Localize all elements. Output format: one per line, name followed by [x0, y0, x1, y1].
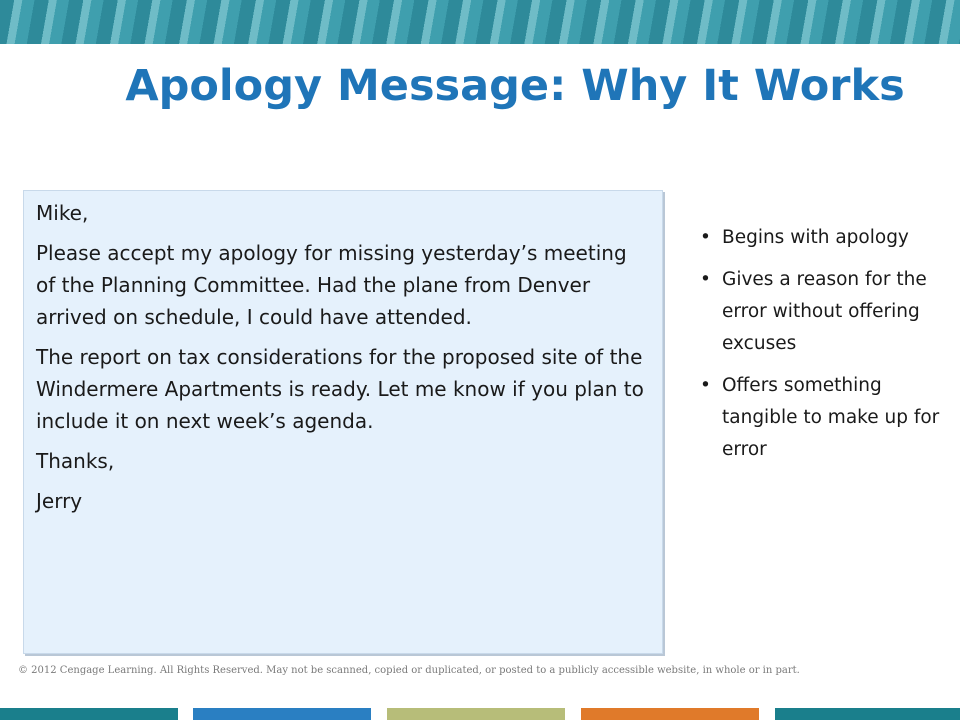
top-decorative-band: [0, 0, 960, 44]
slide-title: Apology Message: Why It Works: [125, 61, 905, 111]
bullet-icon: •: [700, 227, 711, 248]
bottom-bar-3: [387, 708, 565, 720]
bottom-bar-1: [0, 708, 178, 720]
why-it-works-list: [700, 222, 940, 476]
list-item: [700, 222, 940, 254]
bullet-icon: •: [700, 375, 711, 396]
letter-box: [23, 190, 663, 654]
letter-greeting: Mike,: [36, 201, 89, 225]
bottom-bar-2: [193, 708, 371, 720]
letter-closing: Thanks,: [36, 449, 115, 473]
list-item: [700, 264, 940, 360]
list-item-text: Begins with apology: [722, 227, 909, 248]
letter-signature: Jerry: [36, 489, 83, 513]
bullet-icon: •: [700, 269, 711, 290]
list-item: [700, 370, 940, 466]
bottom-bar-5: [775, 708, 960, 720]
list-item-text: Gives a reason for the error without offering excuses: [722, 269, 927, 354]
copyright-notice: © 2012 Cengage Learning. All Rights Reserved. May not be scanned, copied or duplicated, or posted to a publicly accessible website, in whole or in part.: [18, 665, 800, 676]
bottom-bar-4: [581, 708, 759, 720]
list-item-text: Offers something tangible to make up for error: [722, 375, 940, 460]
letter-paragraph-1: Please accept my apology for missing yesterday’s meeting of the Planning Committee. Had the plane from Denver arrived on schedule, I could have attended.: [36, 241, 627, 329]
letter-paragraph-2: The report on tax considerations for the proposed site of the Windermere Apartments is ready. Let me know if you plan to include it on next week’s agenda.: [36, 345, 644, 433]
